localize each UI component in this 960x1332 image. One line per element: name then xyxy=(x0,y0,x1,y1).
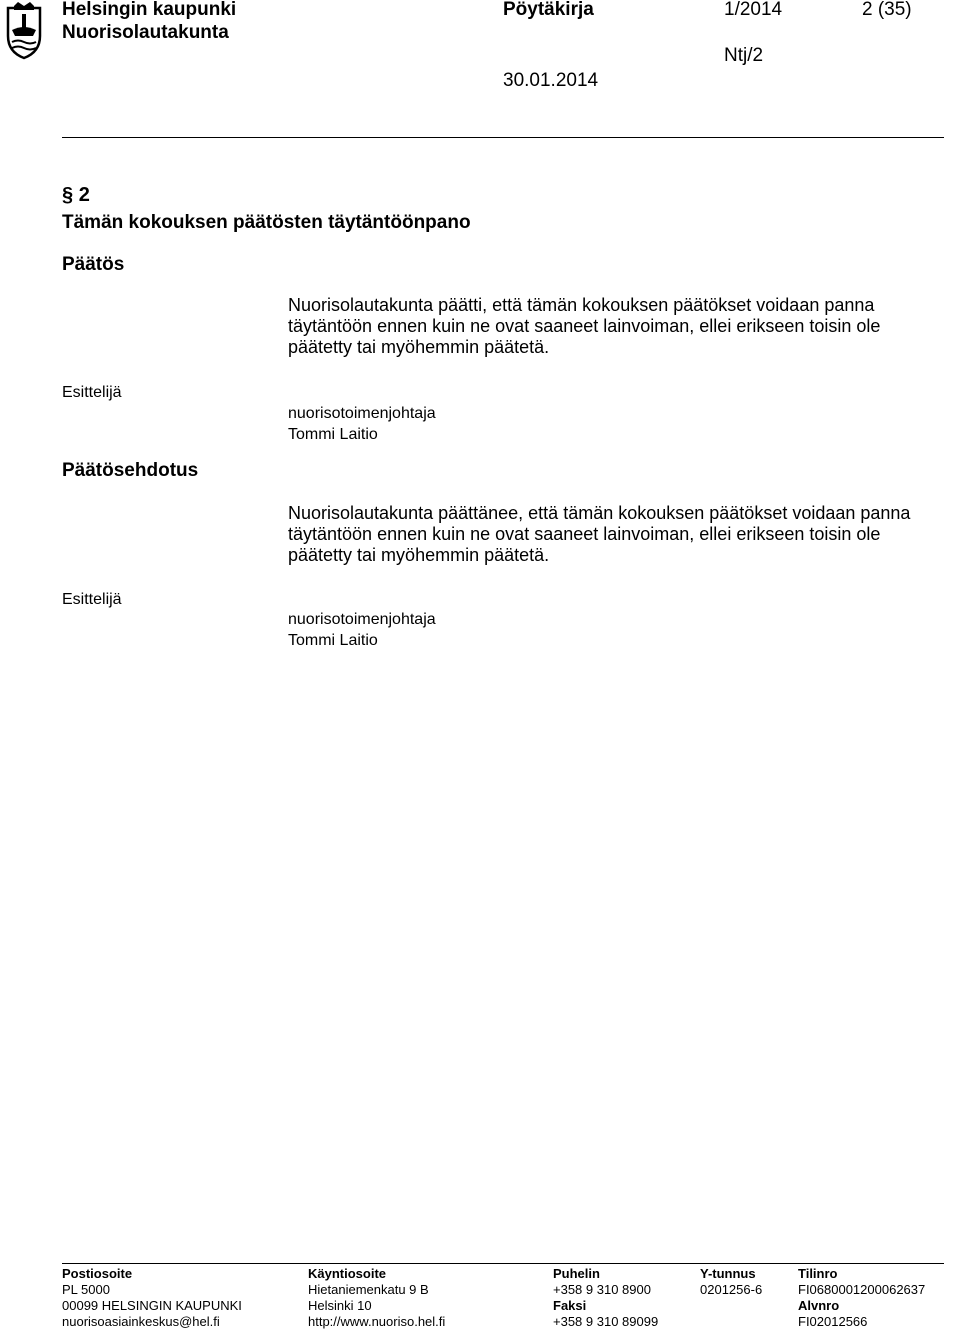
visiting-label: Käyntiosoite xyxy=(308,1266,387,1281)
decision-heading: Päätös xyxy=(62,254,125,275)
decision-presenter-name: Tommi Laitio xyxy=(288,426,378,443)
account-value: FI0680001200062637 xyxy=(798,1282,926,1297)
proposal-heading: Päätösehdotus xyxy=(62,460,199,481)
visiting-line1: Hietaniemenkatu 9 B xyxy=(308,1282,429,1297)
fax-label: Faksi xyxy=(553,1298,587,1313)
proposal-presenter-title: nuorisotoimenjohtaja xyxy=(288,611,436,628)
footer-account xyxy=(798,1266,925,1330)
org-name: Helsingin kaupunki xyxy=(62,0,237,20)
proposal-presenter-name: Tommi Laitio xyxy=(288,632,378,649)
postal-email[interactable]: nuorisoasiainkeskus@hel.fi xyxy=(62,1314,220,1329)
section-number: 2 xyxy=(78,184,90,206)
helsinki-crest-logo xyxy=(2,2,46,60)
footer-phone xyxy=(553,1266,658,1330)
document-number: 1/2014 xyxy=(724,0,783,20)
footer-business-id xyxy=(700,1266,762,1298)
postal-label: Postiosoite xyxy=(62,1266,133,1281)
proposal-presenter-label: Esittelijä xyxy=(62,591,122,608)
reference-code: Ntj/2 xyxy=(724,45,764,66)
phone-label: Puhelin xyxy=(553,1266,600,1281)
visiting-website[interactable]: http://www.nuoriso.hel.fi xyxy=(308,1314,446,1329)
section-heading xyxy=(62,184,90,207)
visiting-line2: Helsinki 10 xyxy=(308,1298,372,1313)
section-title: Tämän kokouksen päätösten täytäntöönpano xyxy=(62,212,471,233)
vat-value: FI02012566 xyxy=(798,1314,868,1329)
vat-label: Alvnro xyxy=(798,1298,840,1313)
meeting-date: 30.01.2014 xyxy=(503,70,599,91)
postal-line2: 00099 HELSINGIN KAUPUNKI xyxy=(62,1298,242,1313)
section-marker: § xyxy=(62,184,74,206)
fax-value: +358 9 310 89099 xyxy=(553,1314,659,1329)
decision-presenter-title: nuorisotoimenjohtaja xyxy=(288,405,436,422)
postal-line1: PL 5000 xyxy=(62,1282,110,1297)
footer-divider xyxy=(62,1263,944,1264)
footer-visiting-address xyxy=(308,1266,445,1330)
phone-value: +358 9 310 8900 xyxy=(553,1282,651,1297)
business-id-value: 0201256-6 xyxy=(700,1282,763,1297)
business-id-label: Y-tunnus xyxy=(700,1266,756,1281)
decision-text: Nuorisolautakunta päätti, että tämän kokouksen päätökset voidaan panna täytäntöön ennen kuin ne ovat saaneet lainvoiman, ellei erikseen toisin ole päätetty tai myöhemmin päätetä. xyxy=(288,295,881,357)
header-divider xyxy=(62,137,944,138)
unit-name: Nuorisolautakunta xyxy=(62,22,229,43)
page-number: 2 (35) xyxy=(862,0,912,20)
footer-postal-address xyxy=(62,1266,242,1330)
proposal-text: Nuorisolautakunta päättänee, että tämän kokouksen päätökset voidaan panna täytäntöön ennen kuin ne ovat saaneet lainvoiman, ellei erikseen toisin ole päätetty tai myöhemmin päätetä. xyxy=(288,503,911,565)
account-label: Tilinro xyxy=(798,1266,838,1281)
decision-presenter-label: Esittelijä xyxy=(62,384,122,401)
document-type: Pöytäkirja xyxy=(503,0,594,20)
